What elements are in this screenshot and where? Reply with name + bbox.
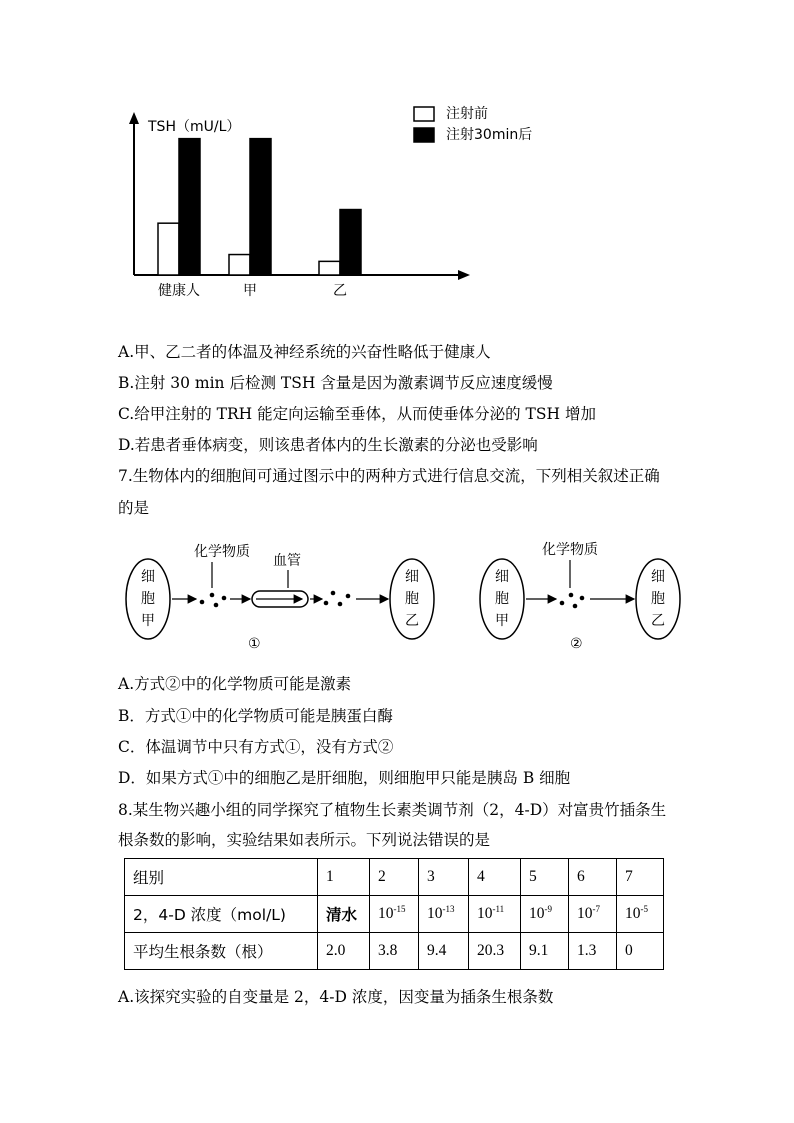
conc-exponent: -9: [544, 903, 552, 914]
y-axis-label: TSH（mU/L）: [148, 119, 241, 135]
x-axis-arrow: [458, 270, 470, 280]
d2-cell-a-text-1: 细: [495, 569, 509, 585]
roots-cell: 3.8: [370, 933, 419, 970]
conc-exponent: -13: [442, 903, 455, 914]
conc-cell: [617, 896, 664, 933]
group-cell: 5: [521, 859, 569, 896]
legend-swatch-before: [414, 107, 434, 121]
conc-cell: [521, 896, 569, 933]
group-cell: 1: [318, 859, 370, 896]
q7-option-a: A.方式②中的化学物质可能是激素: [118, 675, 352, 693]
roots-cell: 9.1: [521, 933, 569, 970]
d1-vessel-label: 血管: [273, 553, 301, 569]
d1-number: ①: [248, 636, 261, 652]
q7-option-c: C．体温调节中只有方式①，没有方式②: [118, 738, 394, 756]
conc-base: 10: [477, 905, 493, 922]
d1-dot: [214, 603, 219, 608]
d2-chem-label: 化学物质: [542, 542, 598, 558]
d2-cell-b-text-2: 胞: [651, 591, 665, 607]
d2-cell-a-text-2: 胞: [495, 591, 509, 607]
row-label-group: 组别: [125, 859, 318, 896]
d1-dot: [324, 601, 329, 606]
q7-option-b: B．方式①中的化学物质可能是胰蛋白酶: [118, 707, 393, 725]
conc-base: 10: [427, 905, 443, 922]
conc-base: 10: [378, 905, 394, 922]
roots-cell: 1.3: [569, 933, 617, 970]
d2-dot: [569, 593, 574, 598]
d1-dot: [338, 602, 343, 607]
group-cell: 2: [370, 859, 419, 896]
q7-option-d: D．如果方式①中的细胞乙是肝细胞，则细胞甲只能是胰岛 B 细胞: [118, 769, 571, 787]
d2-number: ②: [570, 636, 583, 652]
roots-cell: 9.4: [419, 933, 469, 970]
d1-cell-a-text-2: 胞: [141, 591, 155, 607]
conc-exponent: -11: [492, 903, 505, 914]
conc-cell: [469, 896, 521, 933]
conc-base: 10: [529, 905, 545, 922]
x-tick-label: 甲: [243, 283, 257, 299]
cell-communication-diagram: [0, 530, 794, 660]
q6-option-b: B.注射 30 min 后检测 TSH 含量是因为激素调节反应速度缓慢: [118, 374, 553, 392]
q8-stem-line1: 8.某生物兴趣小组的同学探究了植物生长素类调节剂（2，4-D）对富贵竹插条生: [118, 801, 667, 819]
bar-before-2: [319, 261, 340, 275]
conc-base: 10: [577, 905, 593, 922]
d1-dot: [222, 596, 227, 601]
x-tick-label: 健康人: [158, 283, 200, 299]
q7-stem-line1: 7.生物体内的细胞间可通过图示中的两种方式进行信息交流，下列相关叙述正确: [118, 467, 660, 485]
table-row-concentration: [125, 896, 664, 933]
row-label-roots: 平均生根条数（根）: [125, 933, 318, 970]
q6-option-a: A.甲、乙二者的体温及神经系统的兴奋性略低于健康人: [118, 343, 491, 361]
roots-cell: 20.3: [469, 933, 521, 970]
tsh-bar-chart: [0, 0, 794, 310]
d1-dot: [210, 593, 215, 598]
conc-cell: 清水: [318, 896, 370, 933]
conc-cell: [569, 896, 617, 933]
conc-cell: [370, 896, 419, 933]
d2-cell-a-text-3: 甲: [495, 613, 509, 629]
d1-dot: [331, 591, 336, 596]
group-cell: 7: [617, 859, 664, 896]
legend-label-after: 注射30min后: [446, 127, 533, 143]
x-tick-label: 乙: [333, 283, 347, 299]
q7-stem-line2: 的是: [118, 499, 150, 517]
d2-cell-b-text-1: 细: [651, 569, 665, 585]
d1-cell-b-text-1: 细: [405, 569, 419, 585]
group-cell: 6: [569, 859, 617, 896]
d1-dot: [346, 594, 351, 599]
q8-option-a: A.该探究实验的自变量是 2，4-D 浓度，因变量为插条生根条数: [118, 988, 554, 1006]
bar-after-0: [179, 139, 200, 275]
d2-cell-b-text-3: 乙: [651, 613, 665, 629]
conc-exponent: -15: [393, 903, 406, 914]
d1-cell-a-text-1: 细: [141, 569, 155, 585]
d1-chem-label: 化学物质: [194, 544, 250, 560]
d2-dot: [573, 604, 578, 609]
bar-before-1: [229, 255, 250, 275]
roots-cell: 2.0: [318, 933, 370, 970]
group-cell: 3: [419, 859, 469, 896]
bar-after-1: [250, 139, 271, 275]
bar-before-0: [158, 223, 179, 275]
roots-cell: 0: [617, 933, 664, 970]
q8-stem-line2: 根条数的影响，实验结果如表所示。下列说法错误的是: [118, 831, 491, 849]
d2-dot: [560, 601, 565, 606]
conc-exponent: -5: [640, 903, 648, 914]
q6-option-c: C.给甲注射的 TRH 能定向运输至垂体，从而使垂体分泌的 TSH 增加: [118, 405, 596, 423]
bar-after-2: [340, 210, 361, 275]
d1-cell-b-text-2: 胞: [405, 591, 419, 607]
table-row-roots: [125, 933, 664, 970]
q6-option-d: D.若患者垂体病变，则该患者体内的生长激素的分泌也受影响: [118, 436, 538, 454]
d1-dot: [200, 600, 205, 605]
row-label-concentration: 2，4-D 浓度（mol/L): [125, 896, 318, 933]
d2-dot: [580, 596, 585, 601]
d1-cell-b-text-3: 乙: [405, 613, 419, 629]
legend-swatch-after: [414, 128, 434, 142]
y-axis-arrow: [129, 112, 139, 124]
legend-label-before: 注射前: [446, 106, 488, 122]
group-cell: 4: [469, 859, 521, 896]
conc-base: 10: [625, 905, 641, 922]
table-row-group: [125, 859, 664, 896]
d1-cell-a-text-3: 甲: [141, 613, 155, 629]
conc-cell: [419, 896, 469, 933]
conc-exponent: -7: [592, 903, 600, 914]
results-table: [124, 858, 664, 970]
